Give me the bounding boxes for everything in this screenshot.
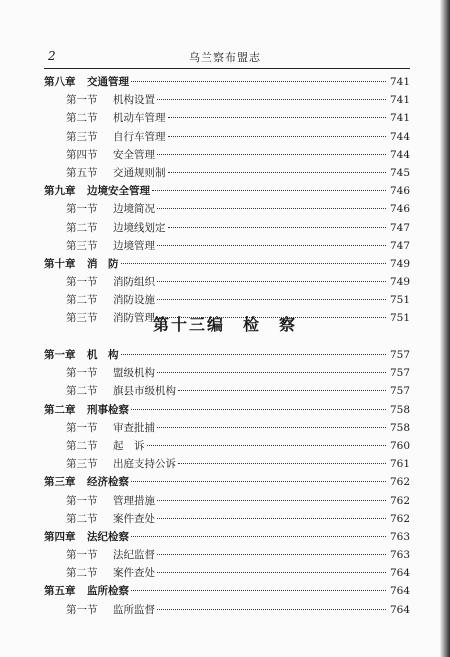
toc-entry-text: 法纪检察 (87, 530, 129, 543)
toc-entry-title (44, 165, 166, 180)
toc-chapter-row (44, 402, 410, 420)
leader-dots (168, 117, 387, 118)
toc-page-number: 741 (389, 112, 410, 125)
toc-section-row (44, 147, 410, 165)
toc-chapter-row (44, 529, 410, 547)
toc-chapter-row (44, 474, 410, 492)
toc-section-row (44, 165, 410, 183)
toc-section-row (44, 220, 410, 238)
toc-entry-title (44, 420, 155, 435)
toc-entry-label: 第二节 (66, 439, 98, 452)
toc-entry-label: 第二章 (44, 403, 76, 416)
toc-entry-text: 交通管理 (87, 76, 129, 88)
toc-entry-label: 第四节 (66, 148, 98, 161)
toc-entry-title (44, 74, 129, 89)
toc-entry-title (44, 147, 155, 162)
toc-page-number: 764 (389, 585, 410, 598)
toc-entry-label: 第一节 (66, 494, 98, 507)
toc-entry-title (44, 292, 155, 307)
toc-page-number: 760 (389, 439, 410, 452)
leader-dots (157, 609, 386, 610)
toc-entry-title (44, 511, 155, 526)
toc-entry-label: 第三节 (66, 130, 98, 143)
toc-page-number: 749 (389, 276, 410, 289)
toc-entry-text: 消防组织 (113, 276, 155, 289)
toc-page-number: 757 (389, 349, 410, 361)
toc-chapter-row (44, 183, 410, 201)
toc-page-number: 751 (389, 312, 410, 325)
leader-dots (178, 390, 386, 391)
toc-entry-text: 自行车管理 (113, 130, 166, 143)
toc-entry-title (44, 602, 155, 617)
toc-section-row (44, 602, 410, 620)
leader-dots (152, 190, 386, 191)
leader-dots (157, 518, 386, 519)
toc-page-number: 757 (389, 367, 410, 380)
toc-section-row (44, 92, 410, 110)
leader-dots (157, 208, 386, 209)
toc-page-number: 762 (389, 512, 410, 525)
toc-page-number: 762 (389, 494, 410, 507)
toc-entry-label: 第一章 (44, 349, 76, 361)
toc-page-number: 751 (389, 294, 410, 307)
toc-section-row (44, 292, 410, 310)
toc-entry-label: 第一节 (66, 549, 98, 562)
toc-entry-label: 第三节 (66, 458, 98, 471)
toc-page-number: 762 (389, 476, 410, 489)
toc-chapter-row (44, 583, 410, 601)
toc-entry-text: 出庭支持公诉 (113, 458, 176, 471)
toc-section-row (44, 129, 410, 147)
toc-page-number: 747 (389, 221, 410, 234)
leader-dots (168, 136, 387, 137)
toc-section-row (44, 547, 410, 565)
leader-dots (168, 172, 387, 173)
toc-entry-text: 机动车管理 (113, 112, 166, 125)
toc-page-number: 745 (389, 166, 410, 179)
toc-entry-label: 第二节 (66, 294, 98, 307)
toc-entry-label: 第八章 (44, 76, 76, 88)
toc-entry-label: 第三章 (44, 476, 76, 489)
toc-entry-text: 刑事检察 (87, 403, 129, 416)
toc-entry-label: 第二节 (66, 221, 98, 234)
leader-dots (157, 281, 386, 282)
toc-section-row (44, 565, 410, 583)
toc-entry-title (44, 256, 119, 271)
leader-dots (157, 99, 386, 100)
toc-entry-label: 第二节 (66, 512, 98, 525)
toc-section-row (44, 456, 410, 474)
toc-entry-label: 第三节 (66, 312, 98, 325)
toc-entry-text: 消防设施 (113, 294, 155, 307)
toc-entry-text: 机构设置 (113, 94, 155, 107)
toc-entry-title (44, 183, 150, 198)
toc-entry-label: 第十章 (44, 257, 76, 270)
toc-entry-label: 第二节 (66, 112, 98, 125)
toc-entry-text: 消防管理 (113, 312, 155, 325)
toc-entry-text: 边境线划定 (113, 221, 166, 234)
leader-dots (157, 427, 386, 428)
toc-section-row (44, 110, 410, 128)
toc-page-number: 758 (389, 403, 410, 416)
leader-dots (121, 354, 387, 355)
toc-entry-label: 第一节 (66, 203, 98, 216)
toc-entry-label: 第五章 (44, 585, 76, 598)
toc-page-number: 758 (389, 421, 410, 434)
toc-entry-text: 边境安全管理 (87, 185, 150, 198)
toc-entry-text: 法纪监督 (113, 549, 155, 562)
toc-entry-label: 第九章 (44, 185, 76, 198)
toc-entry-title (44, 92, 155, 107)
toc-page-number: 744 (389, 148, 410, 161)
leader-dots (121, 263, 387, 264)
toc-entry-title (44, 220, 166, 235)
toc-entry-title (44, 402, 129, 417)
toc-entry-label: 第一节 (66, 276, 98, 289)
toc-entry-label: 第一节 (66, 603, 98, 616)
toc-entry-text: 经济检察 (87, 476, 129, 489)
toc-entry-title (44, 493, 155, 508)
leader-dots (168, 227, 387, 228)
toc-entry-title (44, 238, 155, 253)
toc-entry-label: 第四章 (44, 530, 76, 543)
toc-section-row (44, 493, 410, 511)
toc-page-number: 741 (389, 94, 410, 107)
toc-page-number: 764 (389, 603, 410, 616)
toc-page-number: 761 (389, 458, 410, 471)
toc-entry-label: 第三节 (66, 239, 98, 252)
toc-entry-text: 监所检察 (87, 585, 129, 598)
leader-dots (147, 445, 387, 446)
toc-page-number: 749 (389, 257, 410, 270)
toc-entry-text: 机 构 (87, 349, 119, 361)
toc-entry-title (44, 438, 145, 453)
toc-entry-text: 管理措施 (113, 494, 155, 507)
page-header (44, 46, 406, 66)
toc-section-row (44, 438, 410, 456)
toc-entry-title (44, 583, 129, 598)
toc-entry-title (44, 547, 155, 562)
toc-chapter-row (44, 74, 410, 92)
toc-entry-title (44, 110, 166, 125)
toc-entry-label: 第一节 (66, 367, 98, 380)
toc-entry-text: 监所监督 (113, 603, 155, 616)
toc-entry-title (44, 347, 119, 362)
toc-section-2 (44, 347, 410, 620)
toc-entry-text: 消 防 (87, 257, 119, 270)
toc-entry-text: 安全管理 (113, 148, 155, 161)
page-number: 2 (48, 49, 56, 63)
toc-page-number: 763 (389, 530, 410, 543)
toc-chapter-row (44, 347, 410, 365)
toc-entry-title (44, 365, 155, 380)
toc-page-number: 763 (389, 549, 410, 562)
leader-dots (157, 372, 386, 373)
toc-entry-text: 案件查处 (113, 512, 155, 525)
leader-dots (131, 536, 386, 537)
leader-dots (157, 500, 386, 501)
toc-entry-text: 案件查处 (113, 567, 155, 580)
toc-section-row (44, 238, 410, 256)
toc-page-number: 744 (389, 130, 410, 143)
toc-entry-title (44, 456, 176, 471)
leader-dots (157, 154, 386, 155)
leader-dots (157, 554, 386, 555)
toc-page-number: 746 (389, 203, 410, 216)
leader-dots (157, 245, 386, 246)
toc-entry-title (44, 129, 166, 144)
toc-section-row (44, 365, 410, 383)
leader-dots (131, 590, 386, 591)
toc-section-row (44, 201, 410, 219)
toc-entry-text: 起 诉 (113, 439, 145, 452)
toc-entry-title (44, 383, 176, 398)
toc-page-number: 741 (389, 76, 410, 88)
part-title: 第十三编 检 察 (152, 315, 297, 334)
leader-dots (131, 481, 386, 482)
toc-entry-text: 边境管理 (113, 239, 155, 252)
toc-entry-label: 第五节 (66, 166, 98, 179)
toc-entry-title (44, 474, 129, 489)
toc-entry-label: 第二节 (66, 567, 98, 580)
toc-entry-text: 审查批捕 (113, 421, 155, 434)
leader-dots (178, 463, 386, 464)
toc-page-number: 746 (389, 185, 410, 198)
toc-entry-title (44, 565, 155, 580)
toc-section-row (44, 420, 410, 438)
toc-entry-text: 盟级机构 (113, 367, 155, 380)
toc-entry-label: 第一节 (66, 421, 98, 434)
leader-dots (157, 299, 386, 300)
toc-entry-label: 第一节 (66, 94, 98, 107)
toc-entry-text: 边境简况 (113, 203, 155, 216)
header-rule (44, 68, 410, 69)
leader-dots (131, 409, 386, 410)
toc-section-row (44, 511, 410, 529)
running-title: 乌兰察布盟志 (189, 51, 261, 64)
leader-dots (131, 81, 386, 82)
toc-chapter-row (44, 256, 410, 274)
toc-page-number: 747 (389, 239, 410, 252)
toc-section-row (44, 383, 410, 401)
toc-entry-title (44, 201, 155, 216)
toc-page-number: 757 (389, 385, 410, 398)
leader-dots (157, 572, 386, 573)
toc-entry-title (44, 274, 155, 289)
toc-entry-text: 旗县市级机构 (113, 385, 176, 398)
toc-entry-label: 第二节 (66, 385, 98, 398)
toc-entry-title (44, 529, 129, 544)
toc-section-1 (44, 74, 410, 329)
toc-entry-text: 交通规则制 (113, 166, 166, 179)
toc-page-number: 764 (389, 567, 410, 580)
toc-section-row (44, 274, 410, 292)
